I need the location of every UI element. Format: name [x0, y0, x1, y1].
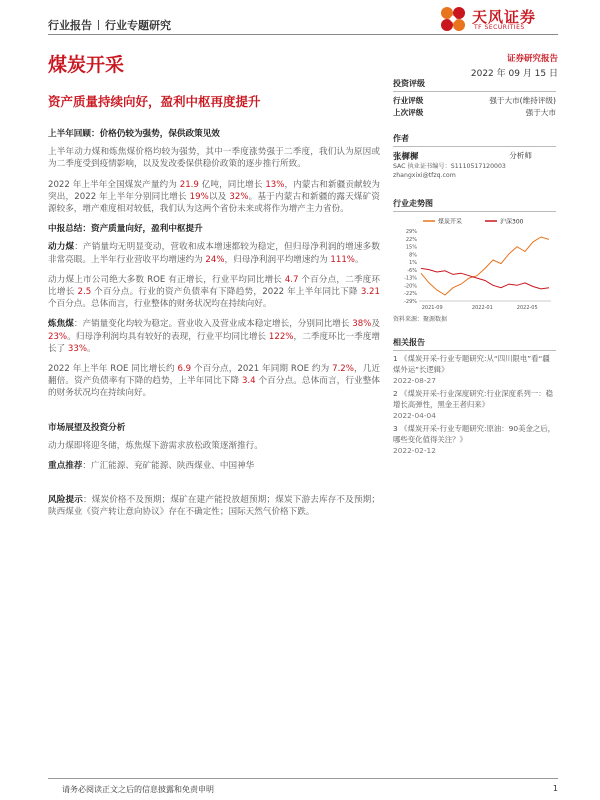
x-tick-label: 2022-01 [471, 305, 493, 311]
report-subtitle: 资产质量持续向好，盈利中枢再度提升 [48, 94, 261, 109]
report-category: 行业报告 [48, 19, 92, 32]
related-report-3[interactable]: 3 《煤炭开采-行业专题研究:原油：90美金之后，哪些变化值得关注？》 [393, 424, 556, 444]
logo-subtitle: TF SECURITIES [474, 24, 525, 31]
trend-chart-svg [393, 215, 556, 311]
paragraph: 动力煤：产销量均无明显变动，营收和成本增速都较为稳定，但归母净利润的增速多数非常亮眼。上半年行业营收平均增速约为 24%，归母净利润平均增速约为 111%。 [48, 242, 380, 265]
report-body [48, 128, 380, 527]
footer-divider [48, 778, 558, 779]
x-tick-label: 2022-05 [516, 305, 538, 311]
report-header [48, 8, 558, 36]
section-heading: 市场展望及投资分析 [48, 422, 126, 433]
rating-industry: 行业评级 强于大市(维持评级) [393, 96, 556, 105]
header-separator [98, 20, 99, 30]
y-tick-label: -20% [404, 283, 417, 290]
paragraph: 2022 年上半年 ROE 同比增长约 6.9 个百分点，2021 年同期 ROE 约为 7.2%，几近翻倍。资产负债率有下降的趋势，上半年同比下降 3.4 个百分点。总体而言，行业整体的财务状况均在持续向好。 [48, 364, 381, 399]
author-row [393, 150, 556, 162]
related-report-date: 2022-08-27 [393, 376, 436, 385]
x-tick-label: 2021-09 [421, 305, 443, 311]
y-tick-label: -29% [404, 299, 417, 305]
logo-name: 天风证券 [472, 8, 537, 26]
rating-header: 投资评级 [393, 78, 556, 92]
page-title: 煤炭开采 [48, 54, 125, 76]
legend-label: 煤炭开采 [438, 218, 463, 226]
y-tick-label: -6% [407, 267, 417, 274]
paragraph: 重点推荐：广汇能源、兖矿能源、陕西煤业、中国神华 [48, 461, 255, 472]
paragraph: 炼焦煤：产销量变化均较为稳定。营业收入及营业成本稳定增长，分别同比增长 38%及 23%。归母净利润均具有较好的表现，行业平均同比增长 122%，二季度环比一季度增长了 33%。 [48, 319, 380, 354]
y-tick-label: -13% [404, 275, 417, 282]
doc-date: 2022 年 09 月 15 日 [470, 69, 558, 79]
legend-label: 沪深300 [500, 218, 524, 226]
header-divider [48, 34, 558, 35]
related-report-date: 2022-02-12 [393, 446, 436, 455]
related-header: 相关报告 [393, 337, 556, 351]
series-line [421, 268, 549, 289]
series-line [421, 237, 549, 295]
paragraph: 动力煤上市公司绝大多数 ROE 有正增长，行业平均同比增长 4.7 个百分点，二季度环比增长 2.5 个百分点。行业的资产负债率有下降趋势，2022 年上半年同比下降 3.21 个百分点。总体而言，行业整体的财务状况均在持续向好。 [48, 274, 380, 310]
footer-disclaimer: 请务必阅读正文之后的信息披露和免责申明 [62, 785, 214, 794]
section-heading: 中报总结：资产质量向好，盈利中枢提升 [48, 224, 203, 235]
author-header: 作者 [393, 133, 556, 147]
logo-mark-icon [438, 4, 468, 34]
related-list [393, 354, 556, 456]
paragraph: 上半年动力煤和炼焦煤价格均较为强势，其中一季度涨势强于二季度，我们认为原因或为二季度受到疫情影响，以及发改委保供稳价政策的逐步推行所致。 [48, 147, 380, 170]
y-tick-label: 22% [405, 236, 417, 243]
paragraph: 动力煤即将迎冬储，炼焦煤下游需求放松政策逐渐推行。 [48, 440, 263, 451]
report-subcategory: 行业专题研究 [105, 19, 171, 32]
related-report-2[interactable]: 2 《煤炭开采-行业深度研究:行业深度系列一：稳增长高弹性，黑金王者归来》 [393, 389, 554, 409]
related-report-1[interactable]: 1 《煤炭开采-行业专题研究:从“四川限电”看“疆煤外运”长逻辑》 [393, 354, 550, 374]
y-tick-label: -22% [404, 291, 417, 298]
y-tick-label: 29% [405, 229, 417, 235]
author-title: 分析师 [509, 151, 532, 160]
page-number: 1 [552, 784, 558, 793]
trend-chart [393, 215, 556, 311]
paragraph: 2022 年上半年全国煤炭产量约为 21.9 亿吨，同比增长 13%，内蒙古和新疆贡献较为突出，2022 年上半年分别同比增长 19%以及 32%。基于内蒙古和新疆的露天煤矿资源较多，增产难度相对较低，我们认为这两个省份未来或将作为增产主力省份。 [48, 179, 380, 215]
section-heading: 上半年回顾：价格仍较为强势，保供政策见效 [48, 129, 220, 139]
author-email[interactable]: zhangxixi@tfzq.com [393, 172, 456, 179]
company-logo [438, 4, 558, 36]
author-name: 张樨樨 [393, 152, 419, 162]
trend-source: 资料来源：聚源数据 [393, 316, 448, 323]
author-license: SAC 执业证书编号：S1110517120003 [393, 163, 506, 170]
risk-paragraph: 风险提示：煤炭价格不及预期；煤矿在建产能投放超预期；煤炭下游去库存不及预期；陕西煤业《资产转让意向协议》存在不确定性；国际天然气价格下跌。 [48, 495, 380, 518]
rating-previous: 上次评级 强于大市 [393, 108, 556, 117]
y-tick-label: 15% [405, 244, 417, 251]
sidebar [393, 78, 556, 459]
y-tick-label: 8% [409, 252, 417, 259]
y-tick-label: 1% [409, 260, 417, 267]
trend-header: 行业走势图 [393, 198, 556, 212]
related-report-date: 2022-04-04 [393, 411, 436, 420]
doc-type: 证券研究报告 [506, 54, 558, 64]
